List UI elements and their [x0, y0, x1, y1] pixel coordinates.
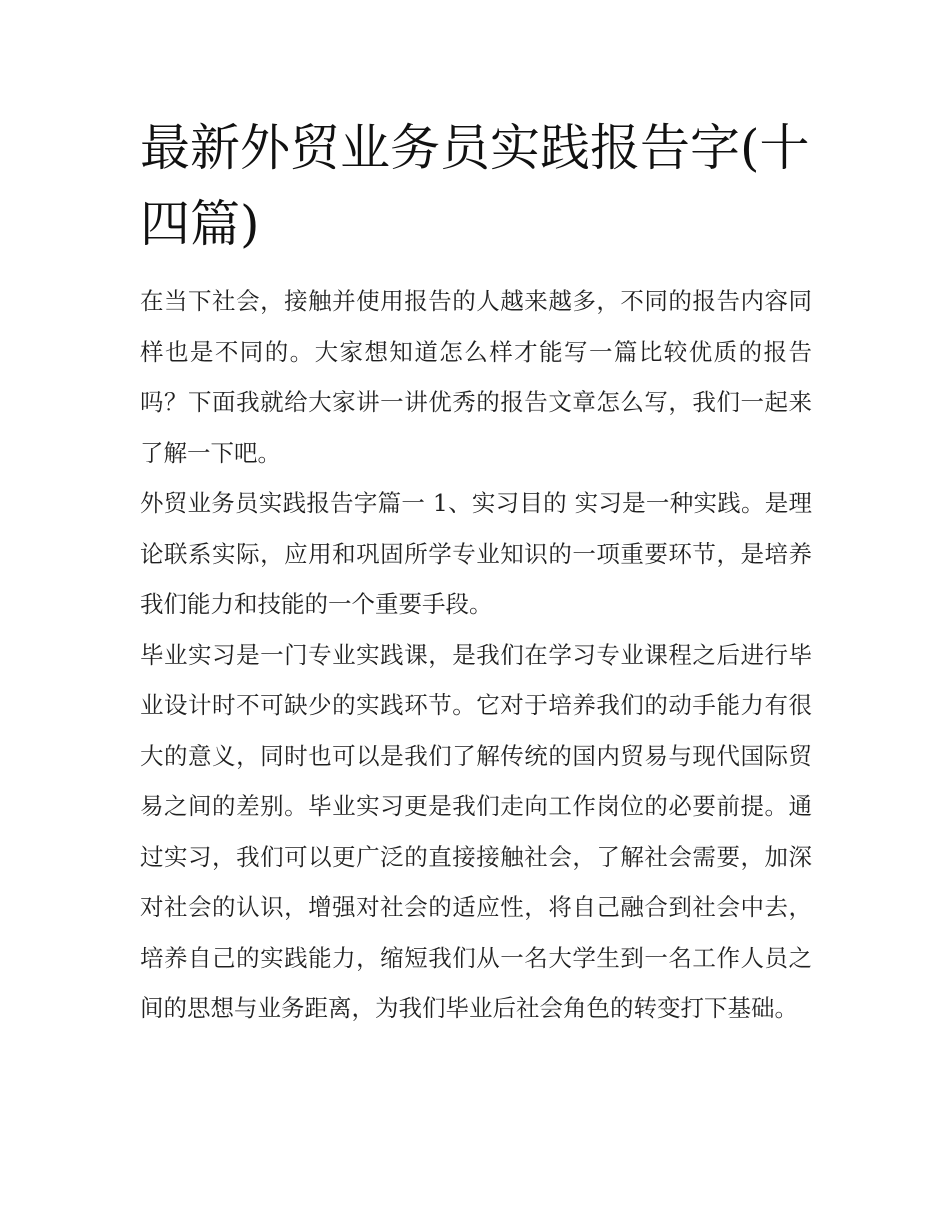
document-title: 最新外贸业务员实践报告字(十四篇): [140, 119, 810, 253]
paragraph-section-one: 外贸业务员实践报告字篇一 1、实习目的 实习是一种实践。是理论联系实际，应用和巩固所学专业知识的一项重要环节，是培养我们能力和技能的一个重要手段。: [140, 489, 812, 618]
paragraph-intro: 在当下社会，接触并使用报告的人越来越多，不同的报告内容同样也是不同的。大家想知道怎么样才能写一篇比较优质的报告吗？下面我就给大家讲一讲优秀的报告文章怎么写，我们一起来了解一下吧。: [140, 287, 812, 467]
paragraph-graduation-internship: 毕业实习是一门专业实践课，是我们在学习专业课程之后进行毕业设计时不可缺少的实践环节。它对于培养我们的动手能力有很大的意义，同时也可以是我们了解传统的国内贸易与现代国际贸易之间的差别。毕业实习更是我们走向工作岗位的必要前提。通过实习，我们可以更广泛的直接接触社会，了解社会需要，加深对社会的认识，增强对社会的适应性，将自己融合到社会中去，培养自己的实践能力，缩短我们从一名大学生到一名工作人员之间的思想与业务距离，为我们毕业后社会角色的转变打下基础。: [140, 640, 812, 1022]
document-page: [140, 110, 812, 1034]
